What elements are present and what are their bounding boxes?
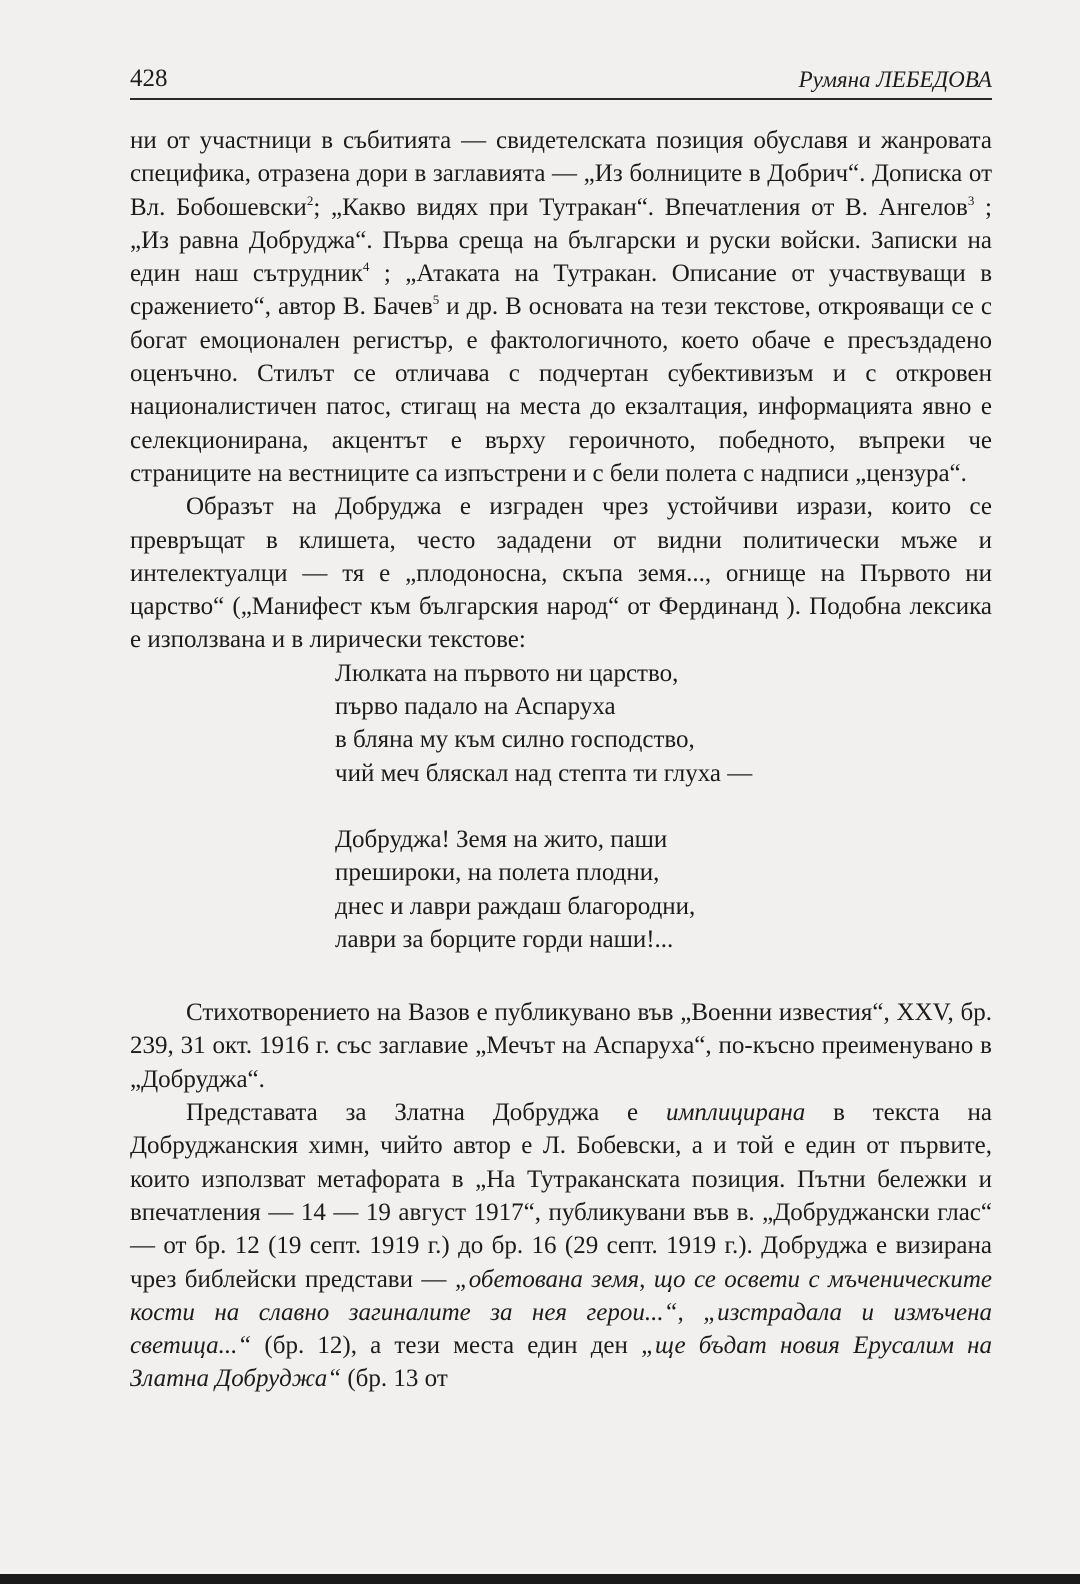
- poem-line: прешироки, на полета плодни,: [335, 859, 660, 887]
- page-number: 428: [130, 65, 168, 92]
- scan-edge: [0, 1574, 1080, 1584]
- poem-line: първо падало на Аспаруха: [335, 693, 616, 721]
- running-head-author: Румяна ЛЕБЕДОВА: [798, 67, 992, 92]
- poem-line: днес и лаври раждаш благородни,: [335, 892, 696, 920]
- stanza-gap: [335, 790, 992, 823]
- poem-stanza-1: [335, 657, 992, 790]
- paragraph-4: [130, 1096, 992, 1396]
- paragraph-1: [130, 124, 992, 490]
- footnote-ref: 2: [306, 192, 314, 208]
- text-run: ; „Какво видях при Тутракан“. Впечатления от В. Ангелов: [313, 193, 968, 221]
- footnote-ref: 3: [967, 192, 975, 208]
- text-run: ; „Атаката на Тутракан. Описание от участвуващи в сражението“, автор В. Бачев: [130, 260, 992, 321]
- poem-line: Люлката на първото ни царство,: [335, 659, 679, 687]
- italic-quote: „обетована земя, що се освети с мъченическите кости на славно загиналите за нея герои...“, „изстрадала и измъчена светица...“: [130, 1265, 993, 1360]
- text-run: Представата за Златна Добруджа е: [186, 1099, 666, 1127]
- footnote-ref: 5: [432, 292, 440, 308]
- poem-line: в бляна му към силно господство,: [335, 726, 695, 754]
- text-run: ни от участници в събитията — свидетелската позиция обуславя и жанровата специфика, отразена дори в заглавията — „Из болниците в Добрич“. Дописка от Вл. Бобошевски: [130, 127, 992, 221]
- poem-stanza-2: [335, 823, 992, 956]
- paragraph-2: Образът на Добруджа е изграден чрез устойчиви изрази, които се превръщат в клишета, често зададени от видни политически мъже и интелектуалци — тя е „плодоносна, скъпа земя..., огнище на Първото ни царство“ („Манифест към българския народ“ от Фердинанд ). Подобна лексика е използвана и в лирически текстове:: [130, 493, 992, 654]
- poem-line: чий меч бляскал над степта ти глуха —: [335, 759, 753, 787]
- paragraph-3: Стихотворението на Вазов е публикувано във „Военни известия“, XXV, бр. 239, 31 окт. 1916 г. със заглавие „Мечът на Аспаруха“, по-късно преименувано в „Добруджа“.: [130, 999, 992, 1093]
- footnote-ref: 4: [362, 259, 370, 275]
- poem-line: лаври за борците горди наши!...: [335, 925, 674, 953]
- text-run: (бр. 13 от: [341, 1365, 448, 1393]
- italic-run: имплицирана: [665, 1099, 806, 1127]
- poem-line: Добруджа! Земя на жито, паши: [335, 825, 668, 853]
- text-run: в текста на Добруджанския химн, чийто автор е Л. Бобевски, а и той е един от първите, които използват метафората в „На Тутраканската позиция. Пътни бележки и впечатления — 14 — 19 август 1917“, публикувани във в. „Добруджански глас“ — от бр. 12 (19 септ. 1919 г.) до бр. 16 (29 септ. 1919 г.). Добруджа е визирана чрез библейски представи —: [130, 1099, 993, 1293]
- poem: [335, 657, 992, 956]
- text-run: (бр. 12), а тези места един ден: [251, 1332, 642, 1360]
- page-header: [130, 64, 992, 100]
- italic-quote: „ще бъдат новия Ерусалим на Златна Добруджа“: [130, 1332, 992, 1393]
- text-run: и др. В основата на тези текстове, открояващи се с богат емоционален регистър, е фактологичното, което обаче е пресъздадено оценъчно. Стилът се отличава с подчертан субективизъм и с откровен националистичен патос, стигащ на места до екзалтация, информацията явно е селекционирана, акцентът е върху героичното, победното, въпреки че страниците на вестниците са изпъстрени и с бели полета с надписи „цензура“.: [130, 293, 992, 487]
- body-text: [130, 124, 992, 1396]
- text-run: ; „Из равна Добруджа“. Първа среща на български и руски войски. Записки на един наш сътрудник: [130, 193, 992, 288]
